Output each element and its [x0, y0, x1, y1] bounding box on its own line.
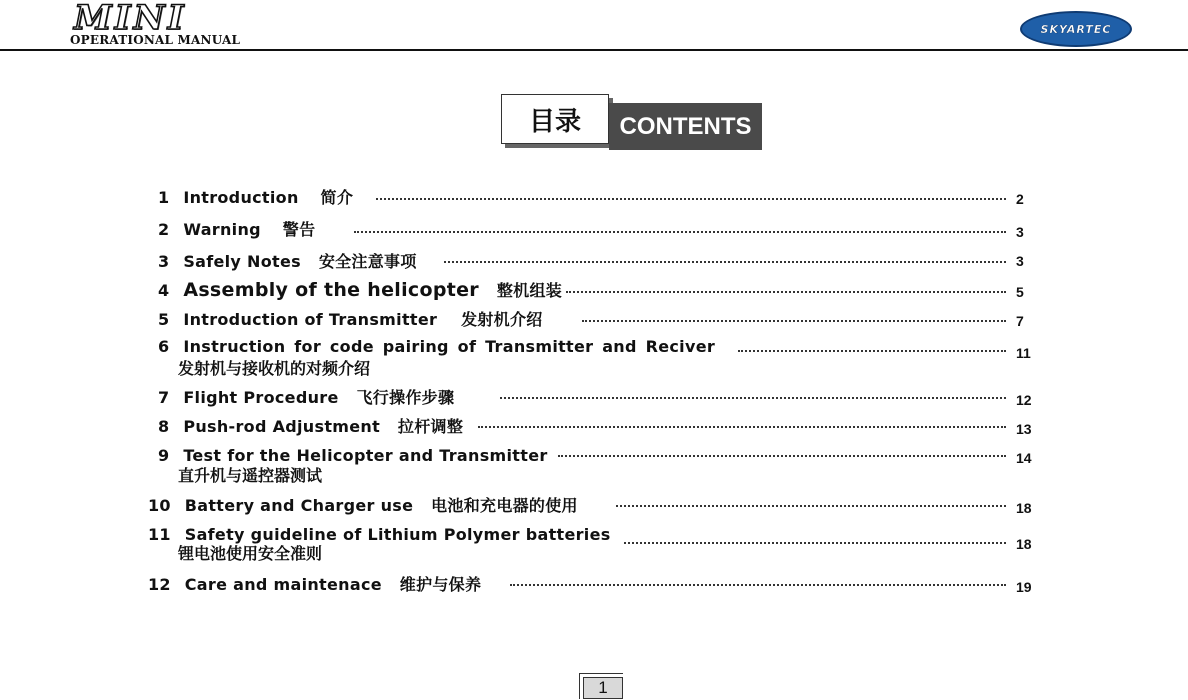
toc-title-cn: 电池和充电器的使用: [431, 496, 578, 515]
toc-leader: [354, 231, 1006, 233]
toc-title: Introduction: [183, 188, 299, 207]
toc-entry-12[interactable]: [148, 575, 481, 595]
contents-title-cn: 目录: [501, 94, 609, 144]
toc-entry-9[interactable]: [158, 446, 548, 466]
toc-leader: [566, 291, 1006, 293]
toc-leader: [510, 584, 1006, 586]
toc-leader: [738, 350, 1006, 352]
toc-title-cn: 拉杆调整: [397, 417, 464, 436]
toc-entry-3[interactable]: [158, 252, 417, 272]
toc-page: 3: [1016, 224, 1024, 240]
toc-page: 18: [1016, 500, 1032, 516]
toc-title-cn: 飞行操作步骤: [356, 388, 455, 407]
toc-title: Safely Notes: [183, 252, 301, 271]
toc-leader: [444, 261, 1006, 263]
contents-title-en: CONTENTS: [609, 103, 762, 150]
toc-title: Push-rod Adjustment: [183, 417, 381, 436]
toc-entry-10[interactable]: [148, 496, 578, 516]
toc-title: Safety guideline of Lithium Polymer batteries: [184, 525, 611, 544]
toc-title: Care and maintenace: [184, 575, 382, 594]
toc-title-cn: 警告: [282, 220, 316, 239]
toc-leader: [616, 505, 1006, 507]
toc-page: 3: [1016, 253, 1024, 269]
toc-title: Battery and Charger use: [184, 496, 414, 515]
toc-page: 19: [1016, 579, 1032, 595]
toc-number: 9: [158, 446, 170, 465]
toc-title-cn: 维护与保养: [399, 575, 482, 594]
toc-number: 8: [158, 417, 170, 436]
toc-number: 3: [158, 252, 170, 271]
toc-entry-8[interactable]: [158, 417, 463, 437]
toc-title: Test for the Helicopter and Transmitter: [183, 446, 548, 465]
toc-leader: [582, 320, 1006, 322]
manual-subtitle: OPERATIONAL MANUAL: [70, 33, 241, 47]
toc-entry-5[interactable]: [158, 310, 543, 330]
toc-page: 12: [1016, 392, 1032, 408]
toc-title: Introduction of Transmitter: [183, 310, 438, 329]
header-divider: [0, 49, 1188, 51]
toc-leader: [558, 455, 1006, 457]
toc-title-cn: 发射机介绍: [461, 310, 543, 329]
toc-title: Warning: [183, 220, 261, 239]
toc-number: 12: [148, 575, 171, 594]
toc-entry-4[interactable]: [158, 280, 562, 301]
toc-number: 1: [158, 188, 170, 207]
toc-entry-7[interactable]: [158, 388, 454, 408]
toc-page: 7: [1016, 313, 1024, 329]
skyartec-logo: [1020, 11, 1132, 47]
toc-number: 10: [148, 496, 171, 515]
toc-page: 14: [1016, 450, 1032, 466]
toc-entry-6[interactable]: [158, 337, 715, 357]
toc-number: 2: [158, 220, 170, 239]
toc-number: 11: [148, 525, 171, 544]
toc-title-cn: 直升机与遥控器测试: [178, 466, 323, 485]
mini-logo: MINI: [74, 0, 187, 38]
toc-number: 7: [158, 388, 170, 407]
toc-entry-1[interactable]: [158, 188, 353, 208]
toc-entry-2[interactable]: [158, 220, 315, 240]
toc-page: 13: [1016, 421, 1032, 437]
toc-title-cn: 锂电池使用安全准则: [178, 544, 323, 563]
toc-entry-11[interactable]: [148, 525, 611, 545]
toc-title-cn: 整机组装: [496, 281, 563, 300]
toc-title: Assembly of the helicopter: [183, 279, 479, 301]
toc-title: Flight Procedure: [183, 388, 339, 407]
toc-number: 5: [158, 310, 170, 329]
toc-page: 18: [1016, 536, 1032, 552]
toc-leader: [624, 542, 1006, 544]
page-number: 1: [583, 677, 623, 699]
toc-number: 6: [158, 337, 170, 356]
toc-title-cn: 安全注意事项: [318, 252, 417, 271]
toc-page: 11: [1016, 345, 1031, 361]
toc-title-cn: 简介: [320, 188, 354, 207]
toc-page: 5: [1016, 284, 1024, 300]
toc-title: Instruction for code pairing of Transmitter and Reciver: [183, 337, 716, 356]
toc-leader: [500, 397, 1006, 399]
toc-leader: [478, 426, 1006, 428]
toc-page: 2: [1016, 191, 1024, 207]
toc-leader: [376, 198, 1006, 200]
brand-name: SKYARTEC: [1040, 22, 1112, 36]
toc-number: 4: [158, 281, 170, 300]
toc-title-cn: 发射机与接收机的对频介绍: [178, 359, 371, 378]
